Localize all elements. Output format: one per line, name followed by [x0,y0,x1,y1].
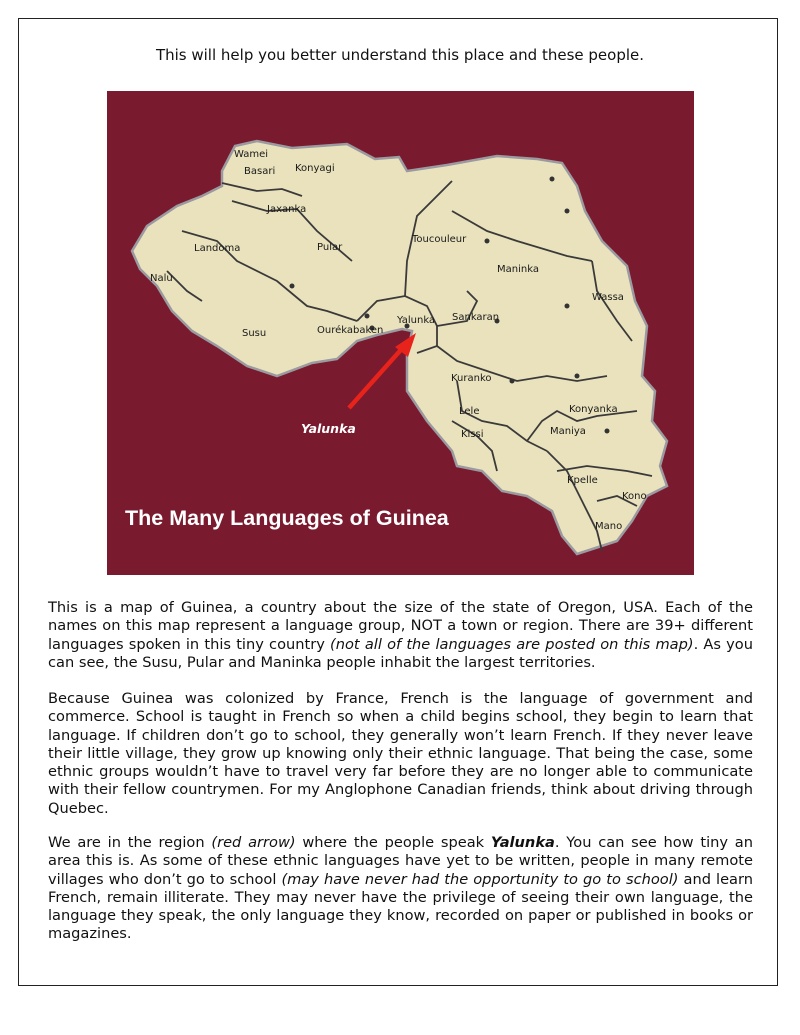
map-label: Lele [459,406,480,417]
paragraph-3 [48,834,753,944]
p3-text-d: and learn French, remain illiterate. They may never have the privilege of seeing their own language, the language they speak, the only language they know, recorded on paper or published in books or magazines. [48,870,753,943]
map-label: Konyagi [295,163,335,174]
map-title: The Many Languages of Guinea [125,506,449,530]
map-label: Ourékabaken [317,325,384,336]
map-label: Nalu [150,273,173,284]
map-label: Yalunka [397,315,436,326]
paragraph-1 [48,599,753,672]
map-label: Kissi [461,429,484,440]
map-label: Basari [244,166,276,177]
map-label: Sankaran [452,312,500,323]
map-label: Landoma [194,243,241,254]
map-label: Konyanka [569,404,618,415]
p3-text-a: We are in the region [48,834,212,851]
map-label: Kpelle [567,475,598,486]
p1-emphasis: (not all of the languages are posted on this map) [330,635,694,653]
map-label: Toucouleur [412,234,467,245]
p3-emphasis-1: (red arrow) [211,834,296,851]
guinea-language-map [107,91,694,575]
intro-text: This will help you better understand this place and these people. [155,46,645,64]
p1-text-b: . As you can see, the Susu, Pular and Maninka people inhabit the largest territories. [48,635,753,671]
map-label: Jaxanka [267,204,307,215]
map-label: Kuranko [451,373,492,384]
map-label: Pular [317,242,343,253]
map-label: Wassa [592,292,624,303]
arrow-label: Yalunka [301,421,356,436]
map-label: Maninka [497,264,539,275]
p3-strong-yalunka: Yalunka [490,834,555,851]
map-label: Wamei [234,149,269,160]
p3-emphasis-2: (may have never had the opportunity to go to school) [281,870,679,888]
map-label: Mano [595,521,623,532]
map-label: Kono [622,491,647,502]
p1-text-a: This is a map of Guinea, a country about the size of the state of Oregon, USA. Each of the names on this map represent a language group, NOT a town or region. There are 39+ different languages spoken in this tiny country [48,599,753,653]
map-label: Maniya [550,426,586,437]
p3-text-c: . You can see how tiny an area this is. As some of these ethnic languages have yet to be written, people in many remote villages who don’t go to school [48,834,753,888]
p3-text-b: where the people speak [295,834,491,851]
map-label: Susu [242,328,267,339]
paragraph-2: Because Guinea was colonized by France, French is the language of government and commerce. School is taught in French so when a child begins school, they begin to learn that language. If children don’t go to school, they generally won’t learn French. If they never leave their little village, they grow up knowing only their ethnic language. That being the case, some ethnic groups wouldn’t have to travel very far before they are no longer able to communicate with their fellow countrymen. For my Anglophone Canadian friends, think about driving through Quebec. [48,690,753,817]
